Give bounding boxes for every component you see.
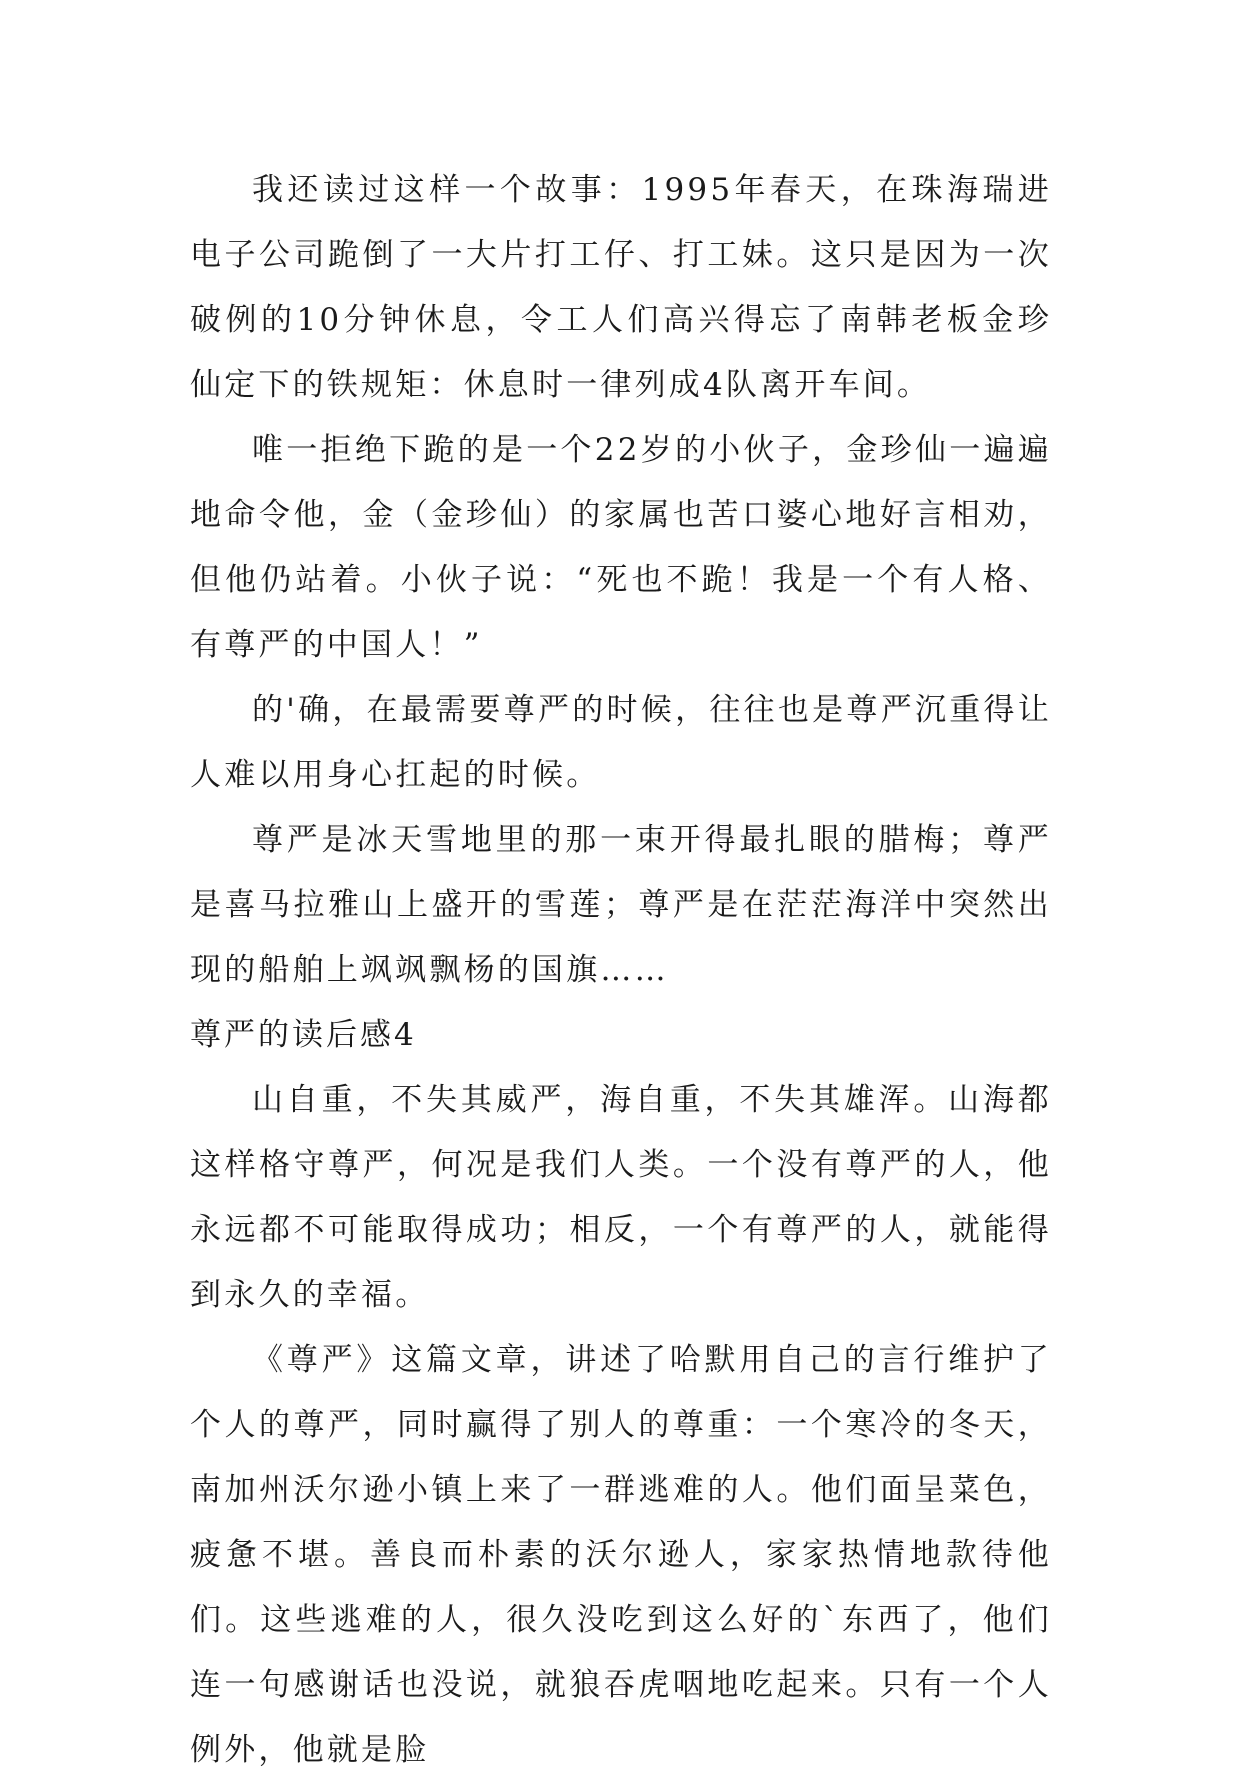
paragraph-story-intro: 我还读过这样一个故事：1995年春天，在珠海瑞进电子公司跪倒了一大片打工仔、打工妹。这只是因为一次破例的10分钟休息，令工人们高兴得忘了南韩老板金珍仙定下的铁规矩：休息时一律列成4队离开车间。 [190, 172, 1052, 403]
paragraph-article-summary: 《尊严》这篇文章，讲述了哈默用自己的言行维护了个人的尊严，同时赢得了别人的尊重：一个寒冷的冬天，南加州沃尔逊小镇上来了一群逃难的人。他们面呈菜色，疲惫不堪。善良而朴素的沃尔逊人，家家热情地款待他们。这些逃难的人，很久没吃到这么好的`东西了，他们连一句感谢话也没说，就狼吞虎咽地吃起来。只有一个人例外，他就是脸 [190, 1342, 1052, 1768]
paragraph-metaphors: 尊严是冰天雪地里的那一束开得最扎眼的腊梅；尊严是喜马拉雅山上盛开的雪莲；尊严是在茫茫海洋中突然出现的船舶上飒飒飘杨的国旗…… [190, 822, 1052, 988]
section-heading: 尊严的读后感4 [190, 1017, 417, 1053]
paragraph-refusal: 唯一拒绝下跪的是一个22岁的小伙子，金珍仙一遍遍地命令他，金（金珍仙）的家属也苦口婆心地好言相劝，但他仍站着。小伙子说：“死也不跪！我是一个有人格、有尊严的中国人！” [190, 432, 1052, 663]
paragraph-mountain-sea: 山自重，不失其威严，海自重，不失其雄浑。山海都这样格守尊严，何况是我们人类。一个没有尊严的人，他永远都不可能取得成功；相反，一个有尊严的人，就能得到永久的幸福。 [190, 1082, 1052, 1313]
paragraph-reflection: 的'确，在最需要尊严的时候，往往也是尊严沉重得让人难以用身心扛起的时候。 [190, 692, 1052, 793]
document-body [190, 158, 1052, 1783]
